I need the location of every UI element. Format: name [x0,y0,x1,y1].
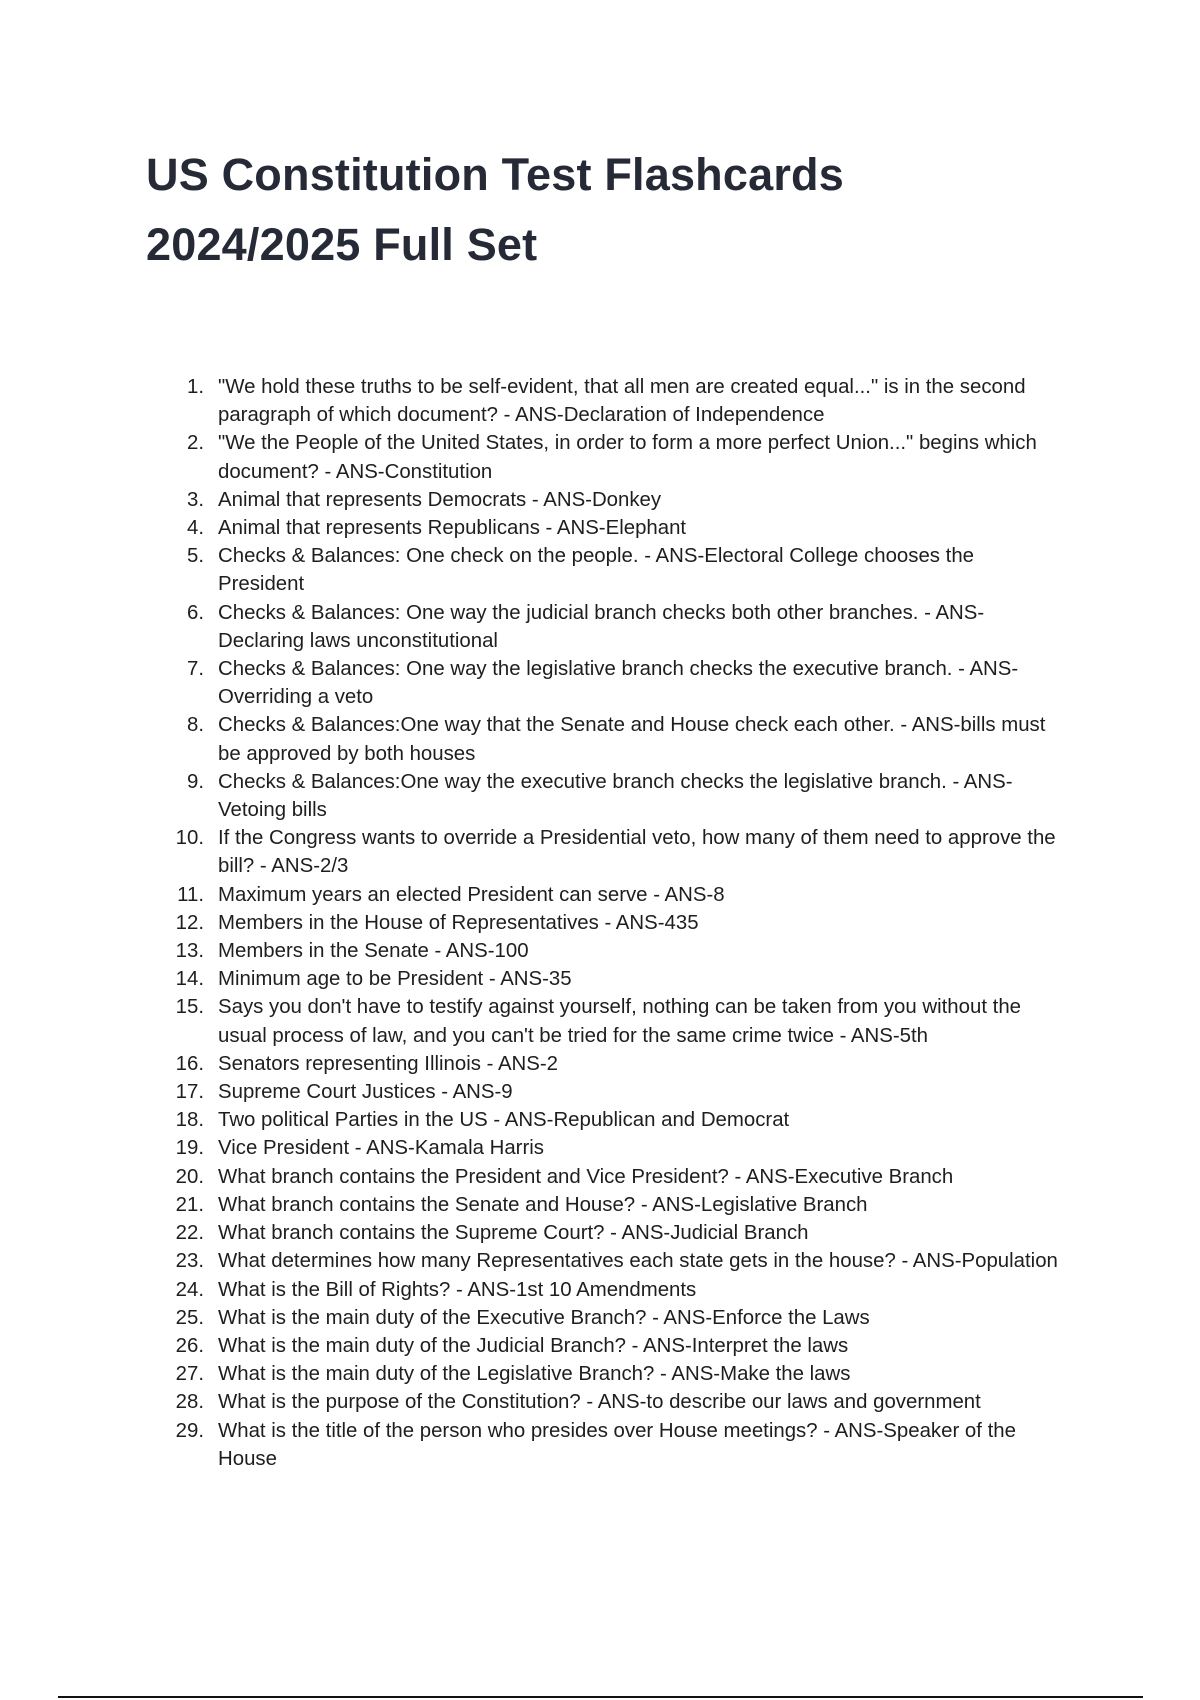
list-item [0,429,1200,485]
list-item-number: 26. [175,1334,204,1357]
list-item-number: 25. [175,1306,204,1329]
list-item-text: Maximum years an elected President can serve - ANS-8 [218,883,725,906]
list-item-text: Members in the House of Representatives - ANS-435 [218,911,699,934]
list-item-number: 29. [175,1419,204,1442]
list-item [0,1247,1200,1275]
list-item-number: 9. [186,770,204,793]
list-item-number: 23. [175,1250,204,1273]
list-item [0,514,1200,542]
list-item-number: 20. [175,1165,204,1188]
list-item-text: What is the purpose of the Constitution? - ANS-to describe our laws and government [218,1391,981,1414]
flashcard-list [0,373,1200,1473]
list-item-text: Checks & Balances:One way that the Senate and House check each other. - ANS-bills must be approved by both houses [218,714,1046,765]
list-item-text: Members in the Senate - ANS-100 [218,940,529,963]
list-item-number: 17. [175,1081,204,1104]
title-line-1: US Constitution Test Flashcards [146,149,844,200]
list-item-text: Animal that represents Democrats - ANS-Donkey [218,488,662,511]
list-item [0,1304,1200,1332]
list-item-number: 15. [175,996,204,1019]
page-bottom-rule [58,1696,1143,1698]
list-item [0,1134,1200,1162]
list-item [0,937,1200,965]
list-item [0,993,1200,1049]
list-item-number: 2. [186,432,204,455]
list-item-number: 28. [175,1391,204,1414]
list-item-number: 13. [175,940,204,963]
list-item-number: 3. [186,488,204,511]
list-item-number: 10. [175,827,204,850]
list-item [0,824,1200,880]
list-item-text: Minimum age to be President - ANS-35 [218,968,572,991]
list-item-text: Says you don't have to testify against yourself, nothing can be taken from you without the usual process of law, and you can't be tried for the same crime twice - ANS-5th [218,996,1022,1047]
list-item-number: 1. [186,376,204,398]
list-item [0,373,1200,429]
list-item-number: 27. [175,1363,204,1386]
list-item [0,965,1200,993]
list-item-number: 6. [186,601,204,624]
list-item-text: Animal that represents Republicans - ANS-Elephant [218,517,687,540]
list-item-number: 5. [186,545,204,568]
document-title [146,140,1046,280]
list-item-number: 11. [177,883,204,906]
list-item-text: What branch contains the Senate and House? - ANS-Legislative Branch [218,1193,868,1216]
list-item-text: If the Congress wants to override a Presidential veto, how many of them need to approve the bill? - ANS-2/3 [218,827,1056,878]
list-item-text: What branch contains the Supreme Court? - ANS-Judicial Branch [218,1222,809,1245]
list-item-text: Senators representing Illinois - ANS-2 [218,1052,559,1075]
list-item-number: 7. [186,658,204,681]
list-item-text: Vice President - ANS-Kamala Harris [218,1137,544,1160]
list-item [0,1163,1200,1191]
list-item-number: 16. [175,1052,204,1075]
list-item [0,909,1200,937]
list-item [0,599,1200,655]
list-item-text: Checks & Balances: One way the judicial branch checks both other branches. - ANS-Declaring laws unconstitutional [218,601,985,652]
list-item [0,881,1200,909]
list-item-number: 24. [175,1278,204,1301]
list-item [0,1106,1200,1134]
list-item-text: "We the People of the United States, in order to form a more perfect Union..." begins which document? - ANS-Constitution [218,432,1037,483]
list-item [0,1078,1200,1106]
list-item-text: Checks & Balances: One way the legislative branch checks the executive branch. - ANS-Overriding a veto [218,658,1019,709]
list-item [0,655,1200,711]
list-item-number: 18. [175,1109,204,1132]
list-item [0,1332,1200,1360]
list-item-number: 14. [175,968,204,991]
list-item-text: Supreme Court Justices - ANS-9 [218,1081,513,1104]
list-item-text: What is the main duty of the Executive Branch? - ANS-Enforce the Laws [218,1306,870,1329]
list-item-text: Two political Parties in the US - ANS-Republican and Democrat [218,1109,790,1132]
list-item [0,1417,1200,1473]
list-item [0,486,1200,514]
list-item-text: What is the main duty of the Legislative Branch? - ANS-Make the laws [218,1363,851,1386]
list-item-number: 19. [175,1137,204,1160]
list-item [0,1388,1200,1416]
list-item-number: 4. [186,517,204,540]
list-item [0,542,1200,598]
list-item-text: Checks & Balances: One check on the people. - ANS-Electoral College chooses the President [218,545,975,596]
list-item-number: 12. [175,911,204,934]
list-item-text: Checks & Balances:One way the executive branch checks the legislative branch. - ANS-Vetoing bills [218,770,1013,822]
list-item [0,711,1200,767]
list-item-text: What is the title of the person who presides over House meetings? - ANS-Speaker of the House [218,1419,1016,1470]
title-line-2: 2024/2025 Full Set [146,219,538,270]
list-item [0,1050,1200,1078]
list-item-text: "We hold these truths to be self-evident, that all men are created equal..." is in the second paragraph of which document? - ANS-Declaration of Independence [218,376,1026,427]
list-item-text: What is the Bill of Rights? - ANS-1st 10 Amendments [218,1278,697,1301]
list-item [0,1191,1200,1219]
list-item [0,768,1200,824]
list-item-text: What determines how many Representatives each state gets in the house? - ANS-Population [218,1250,1058,1273]
list-item-text: What is the main duty of the Judicial Branch? - ANS-Interpret the laws [218,1334,849,1357]
list-item-number: 22. [175,1222,204,1245]
list-item-text: What branch contains the President and Vice President? - ANS-Executive Branch [218,1165,954,1188]
list-item [0,1276,1200,1304]
list-item-number: 8. [186,714,204,737]
list-item-number: 21. [175,1193,204,1216]
list-item [0,1360,1200,1388]
list-item [0,1219,1200,1247]
